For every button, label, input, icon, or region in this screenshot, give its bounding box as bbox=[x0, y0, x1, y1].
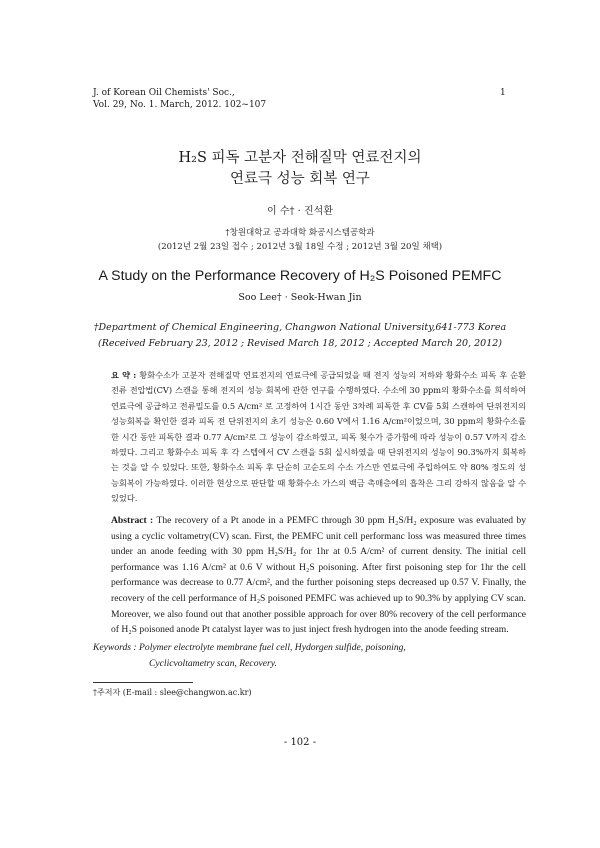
journal-name: J. of Korean Oil Chemists' Soc., bbox=[93, 88, 235, 98]
english-abstract bbox=[93, 513, 526, 638]
english-affiliation-block bbox=[0, 320, 600, 352]
english-affiliation: †Department of Chemical Engineering, Changwon National University,641-773 Korea bbox=[93, 322, 507, 333]
korean-title-line-1: H₂S 피독 고분자 전해질막 연료전지의 bbox=[178, 150, 422, 166]
korean-abstract-label: 요 약 : bbox=[111, 370, 137, 380]
korean-title bbox=[0, 148, 600, 190]
english-abstract-text: The recovery of a Pt anode in a PEMFC through 30 ppm H₂S/H₂ exposure was evaluated by using a cyclic voltametry(CV) scan. First, the PEMFC unit cell performanc loss was measured three times under an anode feeding with 30 ppm H₂S/H₂ for 1hr at 0.5 A/cm² of current density. The initial cell performance was 1.16 A/cm² at 0.6 V without H₂S poisoning. After first poisoning step for 1hr the cell performance was decrease to 0.77 A/cm², and the further poisoning steps decreased up 0.57 V. Finally, the recovery of the cell performance of H₂S poisoned PEMFC was achieved up to 90.3% by applying CV scan. Moreover, we also found out that another possible approach for over 80% recovery of the cell performance of H₂S poisoned anode Pt catalyst layer was to just inject fresh hydrogen into the anode feeding stream. bbox=[111, 515, 526, 636]
keywords-block bbox=[93, 640, 508, 671]
footnote-divider bbox=[93, 682, 193, 683]
korean-abstract bbox=[93, 368, 526, 507]
english-title: A Study on the Performance Recovery of H₂S Poisoned PEMFC bbox=[98, 268, 502, 284]
journal-citation bbox=[93, 87, 266, 111]
keywords-line-2: Cyclicvoltametry scan, Recovery. bbox=[149, 657, 277, 669]
english-dates: (Received February 23, 2012 ; Revised March 18, 2012 ; Accepted March 20, 2012) bbox=[98, 338, 502, 349]
keywords-line-1: Polymer electrolyte membrane fuel cell, Hydorgen sulfide, poisoning, bbox=[139, 642, 406, 653]
english-authors: Soo Lee† · Seok-Hwan Jin bbox=[238, 292, 362, 303]
korean-affiliation: †창원대학교 공과대학 화공시스템공학과 bbox=[225, 228, 375, 238]
journal-volume: Vol. 29, No. 1. March, 2012. 102~107 bbox=[93, 100, 267, 110]
english-abstract-label: Abstract : bbox=[111, 515, 154, 526]
korean-authors: 이 수† · 진석환 bbox=[266, 206, 333, 217]
keywords-label: Keywords : bbox=[93, 642, 137, 653]
korean-dates: (2012년 2월 23일 접수 ; 2012년 3월 18일 수정 ; 2012년 3월 20일 채택) bbox=[157, 242, 443, 252]
page-footer-number: - 102 - bbox=[283, 737, 317, 748]
korean-affiliation-block bbox=[0, 226, 600, 254]
corresponding-author-footnote: †주저자 (E-mail : slee@changwon.ac.kr) bbox=[93, 688, 252, 697]
korean-abstract-text: 황화수소가 고분자 전해질막 연료전지의 연료극에 공급되었을 때 전지 성능의 저하와 황화수소 피독 후 순환전류 전압법(CV) 스캔을 통해 전지의 성능 회복에 관한 연구를 수행하였다. 수소에 30 ppm의 황화수소를 희석하여 연료극에 공급하고 전류밀도를 0.5 A/cm² 로 고정하여 1시간 동안 3차례 피독한 후 CV를 5회 스캔하여 단위전지의 성능회복을 확인한 결과 피독 전 단위전지의 초기 성능은 0.60 V에서 1.16 A/cm²이었으며, 30 ppm의 황화수소를 한 시간 동안 피독한 결과 0.77 A/cm²로 그 성능이 감소하였고, 피독 횟수가 증가함에 따라 성능이 0.57 V까지 감소하였다. 그리고 황화수소 피독 후 각 스텝에서 CV 스캔을 5회 실시하였을 때 단위전지의 성능이 90.3%까지 회복하는 것을 알 수 있었다. 또한, 황화수소 피독 후 단순히 고순도의 수소 가스만 연료극에 주입하여도 약 80% 정도의 성능회복이 가능하였다. 이러한 현상으로 판단할 때 황화수소 가스의 백금 촉매층에의 흡착은 그리 강하지 않음을 알 수 있었다. bbox=[111, 370, 526, 504]
korean-title-line-2: 연료극 성능 회복 연구 bbox=[230, 171, 370, 187]
header-page-number: 1 bbox=[500, 88, 506, 98]
